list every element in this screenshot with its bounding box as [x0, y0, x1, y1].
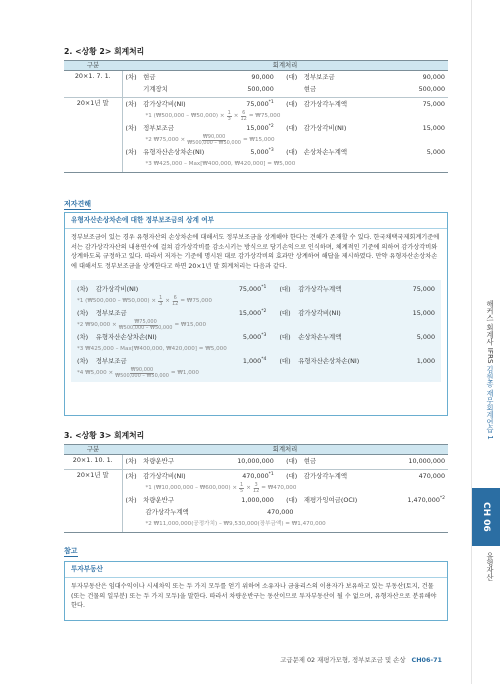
debit-side: (차): [125, 457, 137, 466]
footnote: *4 ₩5,000 × $\frac{₩90,000}{₩500,000 - ₩50,000}$ = ₩1,000: [77, 366, 199, 379]
header-entry: 회계처리: [122, 61, 448, 71]
credit-account: 손상차손누계액: [298, 333, 342, 341]
debit-amount: 15,000*2: [246, 124, 274, 133]
debit-amount: 15,000*2: [238, 308, 267, 318]
debit-account: 유형자산손상차손(NI): [143, 148, 205, 157]
footnote: *3 ₩425,000 – Max[₩400,000, ₩420,000] = ₩5,000: [77, 345, 227, 352]
debit-account: 감가상각누계액: [145, 508, 189, 517]
credit-amount: 500,000: [418, 85, 446, 94]
credit-side: (대): [279, 309, 291, 317]
table-header: [64, 445, 448, 455]
debit-side: (차): [77, 285, 89, 293]
credit-side: (대): [286, 148, 298, 157]
debit-amount: 75,000*1: [246, 100, 274, 109]
credit-side: (대): [279, 357, 291, 365]
section-2-table: [64, 60, 448, 173]
credit-side: (대): [279, 285, 291, 293]
debit-amount: 75,000*1: [238, 284, 267, 294]
journal-line: [77, 355, 435, 367]
debit-account: 감가상각비(NI): [95, 285, 139, 293]
credit-amount: 5,000: [416, 333, 436, 341]
journal-line: [126, 495, 446, 507]
credit-account: 유형자산손상차손(NI): [298, 357, 360, 365]
debit-account: 감가상각비(NI): [143, 100, 186, 109]
credit-account: 감가상각누계액: [303, 472, 348, 481]
journal-block: [71, 280, 441, 382]
debit-account: 유형자산손상차손(NI): [95, 333, 157, 341]
journal-line: [77, 283, 435, 295]
credit-account: 현금: [303, 85, 317, 94]
debit-amount: 470,000: [267, 508, 294, 517]
journal-line: [126, 84, 446, 96]
credit-account: 정부보조금: [303, 73, 335, 82]
box-title: 투자부동산: [65, 562, 447, 578]
date-cell: 20×1년 말: [64, 469, 122, 532]
debit-side: (차): [125, 496, 137, 505]
date-cell: 20×1년 말: [64, 97, 122, 172]
footnote: *2 ₩90,000 × $\frac{₩75,000}{₩500,000 - ₩50,000}$ = ₩15,000: [77, 318, 207, 331]
debit-amount: 470,000*1: [242, 472, 274, 481]
side-chapter-name: 유형자산: [486, 552, 495, 581]
debit-side: (차): [125, 100, 137, 109]
credit-account: 감가상각누계액: [303, 100, 348, 109]
debit-amount: 500,000: [247, 85, 274, 94]
credit-side: (대): [286, 496, 298, 505]
header-category: 구분: [64, 445, 122, 455]
credit-account: 현금: [303, 457, 317, 466]
journal-line: [126, 456, 446, 468]
credit-amount: 90,000: [422, 73, 446, 82]
debit-account: 기계장치: [143, 85, 168, 94]
table-row: [64, 97, 448, 172]
journal-line: [126, 147, 446, 159]
credit-account: 감가상각비(NI): [303, 124, 347, 133]
debit-account: 정부보조금: [95, 357, 127, 365]
writer-view-box: [64, 212, 448, 416]
debit-account: 현금: [143, 73, 156, 82]
credit-amount: 75,000: [422, 100, 446, 109]
footnote: *2 ₩11,000,000(공정가치) – ₩9,530,000(장부금액) = ₩1,470,000: [145, 520, 326, 527]
table-row: [64, 454, 448, 469]
debit-account: 정부보조금: [143, 124, 175, 133]
debit-side: (차): [77, 309, 89, 317]
footer-text: 고급문제 02 재평가모형, 정부보조금 및 손상: [280, 656, 406, 664]
credit-side: (대): [286, 457, 298, 466]
journal-line: [77, 307, 435, 319]
reference-box: [64, 561, 448, 621]
table-row: [64, 70, 448, 97]
credit-amount: 1,000: [416, 357, 436, 365]
debit-amount: 1,000*4: [242, 356, 267, 366]
debit-amount: 1,000,000: [241, 496, 274, 505]
footnote: *1 (₩10,000,000 – ₩600,000) × $\frac{1}{5}$ × $\frac{3}{12}$ = ₩470,000: [145, 482, 297, 495]
credit-amount: 15,000: [412, 309, 436, 317]
table-header: [64, 61, 448, 71]
debit-side: (차): [77, 333, 89, 341]
debit-side: (차): [125, 124, 137, 133]
journal-line: [126, 471, 446, 483]
reference-tag: 참고: [64, 547, 78, 557]
credit-amount: 10,000,000: [408, 457, 446, 466]
debit-side: (차): [125, 472, 137, 481]
credit-amount: 15,000: [422, 124, 446, 133]
credit-side: (대): [279, 333, 291, 341]
credit-side: (대): [286, 124, 298, 133]
debit-side: (차): [125, 148, 137, 157]
date-cell: 20×1. 7. 1.: [64, 70, 122, 97]
writer-view-tag: 저자견해: [64, 200, 91, 210]
credit-amount: 5,000: [426, 148, 446, 157]
credit-account: 재평가잉여금(OCI): [303, 496, 358, 505]
entry-cell: [122, 454, 448, 469]
footnote: *2 ₩75,000 × $\frac{₩90,000}{₩500,000 - ₩50,000}$ = ₩15,000: [145, 134, 275, 147]
side-divider: [471, 0, 472, 684]
page-number: CH06-71: [411, 656, 442, 664]
footnote: *1 (₩500,000 – ₩50,000) × $\frac{1}{3}$ × $\frac{6}{12}$ = ₩75,000: [145, 110, 281, 123]
chapter-tab[interactable]: CH 06: [472, 488, 500, 546]
debit-amount: 10,000,000: [237, 457, 274, 466]
entry-cell: [122, 97, 448, 172]
box-body: 정부보조금이 있는 경우 유형자산의 손상차손에 대해서도 정부보조금을 상계해야 한다는 견해가 존재할 수 있다. 한국채택국제회계기준에서는 감가상각자산의 내용연수에 걸쳐 감가상각비를 감소시키는 방식으로 당기손익으로 인식하며, 체계적인 기준에 의하여 감가상각비와 상계하도록 규정하고 있다. 따라서 저자는 기준에 명시된 대로 감가상각비의 효과만 상계하여 해답을 제시하였다. 만약 유형자산손상차손에 대해서도 정부보조금을 상계한다고 하면 20×1년 말 회계처리는 다음과 같다.: [71, 233, 440, 270]
header-category: 구분: [64, 61, 122, 71]
credit-account: 손상차손누계액: [303, 148, 348, 157]
box-body: 투자부동산은 임대수익이나 시세차익 또는 두 가지 모두를 얻기 위하여 소유자나 금융리스의 이용자가 보유하고 있는 부동산(토지, 건물(또는 건물의 일부분) 또는 두 가지 모두)을 말한다. 따라서 차량운반구는 동산이므로 투자부동산이 될 수 없으며, 유형자산으로 분류해야 한다.: [71, 582, 437, 610]
entry-cell: [122, 469, 448, 532]
footnote: *1 (₩500,000 – ₩50,000) × $\frac{1}{3}$ × $\frac{6}{12}$ = ₩75,000: [77, 294, 212, 307]
credit-side: (대): [286, 472, 298, 481]
credit-amount: 1,470,000*2: [407, 496, 446, 505]
credit-side: (대): [286, 73, 298, 82]
debit-amount: 90,000: [251, 73, 274, 82]
debit-amount: 5,000*3: [250, 148, 274, 157]
journal-line: [126, 99, 446, 111]
journal-line: [126, 123, 446, 135]
debit-side: (차): [77, 357, 89, 365]
credit-side: (대): [286, 100, 298, 109]
debit-account: 정부보조금: [95, 309, 127, 317]
table-row: [64, 469, 448, 532]
date-cell: 20×1. 10. 1.: [64, 454, 122, 469]
debit-account: 감가상각비(NI): [143, 472, 186, 481]
header-entry: 회계처리: [122, 445, 448, 455]
credit-amount: 470,000: [418, 472, 446, 481]
credit-account: 감가상각누계액: [298, 285, 342, 293]
section-3-table: [64, 444, 448, 533]
debit-side: (차): [125, 73, 137, 82]
section-3-title: 3. <상황 3> 회계처리: [64, 431, 145, 440]
box-title: 유형자산손상차손에 대한 정부보조금의 상계 여부: [65, 213, 447, 229]
debit-account: 차량운반구: [143, 457, 175, 466]
page-footer: [280, 656, 442, 665]
journal-line: [126, 507, 446, 519]
journal-line: [77, 331, 435, 343]
credit-amount: 75,000: [412, 285, 436, 293]
entry-cell: [122, 70, 448, 97]
footnote: *3 ₩425,000 – Max[₩400,000, ₩420,000] = ₩5,000: [145, 160, 296, 167]
journal-line: [126, 72, 446, 84]
credit-account: 감가상각비(NI): [298, 309, 341, 317]
side-book-title: 해커스 회계사 IFRS 김원종 재무회계연습 1: [486, 300, 495, 440]
debit-amount: 5,000*3: [242, 332, 267, 342]
debit-account: 차량운반구: [143, 496, 175, 505]
section-2-title: 2. <상황 2> 회계처리: [64, 47, 145, 56]
